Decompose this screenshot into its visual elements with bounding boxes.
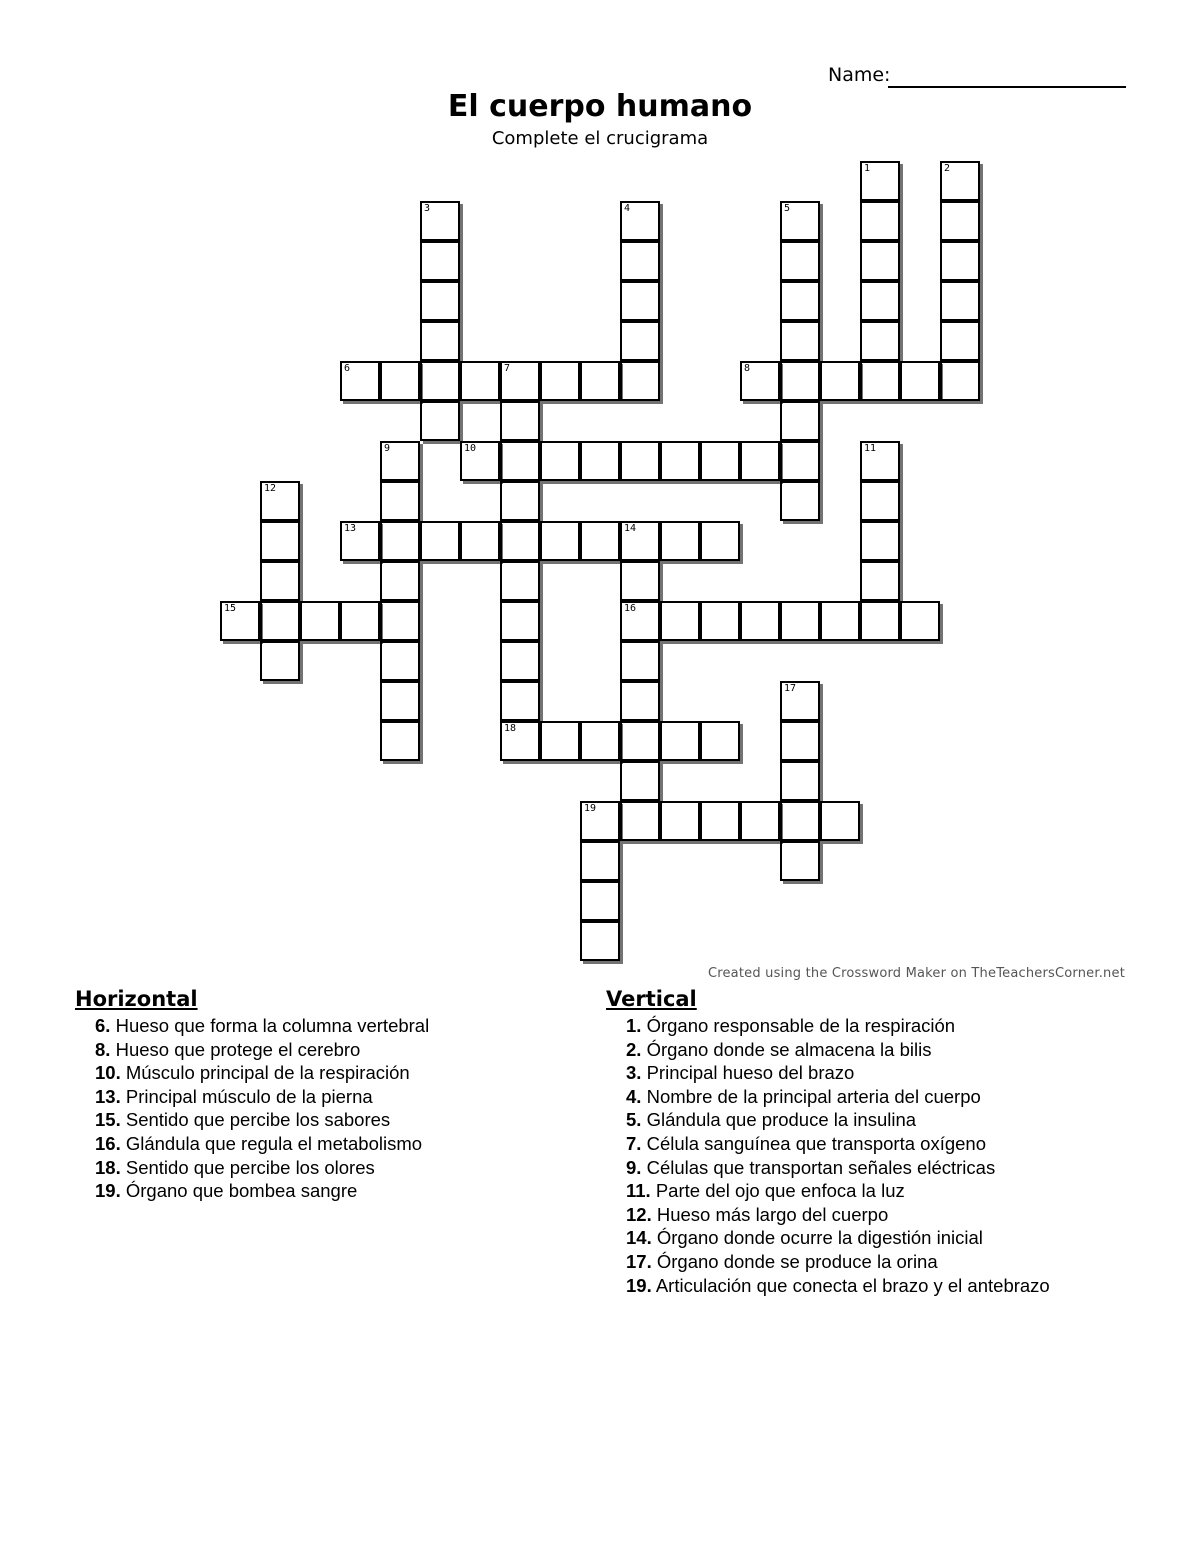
crossword-cell[interactable] <box>860 321 900 361</box>
crossword-cell[interactable] <box>660 601 700 641</box>
crossword-cell[interactable] <box>780 721 820 761</box>
crossword-cell[interactable] <box>700 521 740 561</box>
crossword-cell[interactable] <box>700 601 740 641</box>
clue-number: 4. <box>626 1085 642 1107</box>
vertical-clue <box>606 1179 1050 1203</box>
cell-number: 1 <box>864 163 871 174</box>
crossword-cell[interactable] <box>500 561 540 601</box>
crossword-cell[interactable] <box>620 641 660 681</box>
horizontal-clue <box>75 1132 429 1156</box>
crossword-cell[interactable] <box>620 441 660 481</box>
crossword-cell[interactable] <box>420 361 460 401</box>
crossword-cell[interactable] <box>860 201 900 241</box>
vertical-clue-list <box>606 1014 1050 1297</box>
clue-text: Articulación que conecta el brazo y el antebrazo <box>655 1274 1050 1296</box>
crossword-cell[interactable] <box>820 801 860 841</box>
crossword-cell[interactable] <box>860 561 900 601</box>
crossword-cell[interactable] <box>580 881 620 921</box>
crossword-cell[interactable] <box>900 361 940 401</box>
crossword-cell[interactable] <box>620 721 660 761</box>
cell-number: 13 <box>344 523 357 534</box>
clue-number: 19. <box>95 1180 121 1202</box>
crossword-cell[interactable] <box>860 481 900 521</box>
crossword-cell[interactable] <box>780 441 820 481</box>
crossword-cell[interactable] <box>260 601 300 641</box>
crossword-cell[interactable] <box>660 441 700 481</box>
cell-number: 10 <box>464 443 477 454</box>
crossword-cell[interactable] <box>820 601 860 641</box>
clue-text: Célula sanguínea que transporta oxígeno <box>646 1132 986 1154</box>
crossword-cell[interactable] <box>620 241 660 281</box>
crossword-cell[interactable] <box>540 361 580 401</box>
clue-number: 1. <box>626 1015 642 1036</box>
cell-number: 17 <box>784 683 797 694</box>
crossword-cell[interactable] <box>380 521 420 561</box>
horizontal-heading: Horizontal <box>75 987 198 1011</box>
cell-number: 15 <box>224 603 237 614</box>
clue-text: Parte del ojo que enfoca la luz <box>655 1180 905 1202</box>
crossword-cell[interactable] <box>500 401 540 441</box>
clue-text: Hueso que protege el cerebro <box>115 1038 361 1060</box>
crossword-cell[interactable] <box>340 601 380 641</box>
horizontal-clue <box>75 1179 429 1203</box>
crossword-cell[interactable] <box>500 641 540 681</box>
crossword-cell[interactable] <box>700 801 740 841</box>
crossword-cell[interactable] <box>580 361 620 401</box>
cell-number: 9 <box>384 443 391 454</box>
crossword-cell[interactable] <box>380 481 420 521</box>
crossword-cell[interactable] <box>780 601 820 641</box>
crossword-cell[interactable] <box>940 281 980 321</box>
horizontal-clues <box>75 986 429 1203</box>
crossword-cell[interactable] <box>620 761 660 801</box>
crossword-cell[interactable] <box>780 281 820 321</box>
crossword-cell[interactable] <box>500 441 540 481</box>
clue-text: Órgano donde ocurre la digestión inicial <box>656 1227 983 1249</box>
crossword-cell[interactable] <box>420 401 460 441</box>
horizontal-clue <box>75 1156 429 1180</box>
vertical-clue <box>606 1061 1050 1085</box>
clue-number: 7. <box>626 1132 642 1154</box>
crossword-cell[interactable] <box>780 361 820 401</box>
cell-number: 19 <box>584 803 597 814</box>
crossword-cell[interactable] <box>260 521 300 561</box>
crossword-cell[interactable] <box>780 761 820 801</box>
clue-number: 12. <box>626 1203 652 1225</box>
vertical-clue <box>606 1014 1050 1038</box>
crossword-cell[interactable] <box>660 801 700 841</box>
clue-number: 6. <box>95 1015 111 1036</box>
crossword-cell[interactable] <box>260 561 300 601</box>
credit-line: Created using the Crossword Maker on TheTeachersCorner.net <box>707 966 1125 981</box>
crossword-cell[interactable] <box>220 601 260 641</box>
crossword-cell[interactable] <box>620 801 660 841</box>
crossword-cell[interactable] <box>780 241 820 281</box>
crossword-cell[interactable] <box>580 921 620 961</box>
crossword-cell[interactable] <box>580 841 620 881</box>
crossword-cell[interactable] <box>380 561 420 601</box>
horizontal-clue-list <box>75 1014 429 1203</box>
horizontal-clue <box>75 1014 429 1038</box>
crossword-cell[interactable] <box>780 481 820 521</box>
clue-number: 15. <box>95 1109 121 1131</box>
crossword-cell[interactable] <box>940 161 980 201</box>
crossword-cell[interactable] <box>860 521 900 561</box>
crossword-cell[interactable] <box>420 241 460 281</box>
page-subtitle: Complete el crucigrama <box>491 128 709 149</box>
crossword-cell[interactable] <box>860 601 900 641</box>
cell-number: 4 <box>624 203 631 214</box>
vertical-clue <box>606 1250 1050 1274</box>
crossword-cell[interactable] <box>260 641 300 681</box>
crossword-cell[interactable] <box>620 561 660 601</box>
crossword-cell[interactable] <box>460 521 500 561</box>
crossword-cell[interactable] <box>500 721 540 761</box>
crossword-cell[interactable] <box>700 441 740 481</box>
crossword-cell[interactable] <box>540 721 580 761</box>
crossword-cell[interactable] <box>340 361 380 401</box>
clue-number: 17. <box>626 1250 652 1272</box>
crossword-cell[interactable] <box>300 601 340 641</box>
crossword-cell[interactable] <box>500 601 540 641</box>
clue-number: 9. <box>626 1156 642 1178</box>
crossword-cell[interactable] <box>380 681 420 721</box>
crossword-cell[interactable] <box>540 521 580 561</box>
clue-number: 16. <box>95 1132 121 1154</box>
crossword-cell[interactable] <box>940 201 980 241</box>
cell-number: 3 <box>424 203 431 214</box>
clue-number: 14. <box>626 1227 652 1249</box>
horizontal-clue <box>75 1085 429 1109</box>
crossword-cell[interactable] <box>580 521 620 561</box>
clue-text: Principal músculo de la pierna <box>125 1085 373 1107</box>
vertical-clue <box>606 1108 1050 1132</box>
vertical-heading: Vertical <box>606 987 697 1011</box>
crossword-cell[interactable] <box>380 721 420 761</box>
cell-number: 5 <box>784 203 791 214</box>
clue-text: Células que transportan señales eléctricas <box>646 1156 996 1178</box>
page-title: El cuerpo humano <box>447 89 753 124</box>
crossword-cell[interactable] <box>260 481 300 521</box>
clue-text: Hueso que forma la columna vertebral <box>115 1015 430 1036</box>
crossword-cell[interactable] <box>780 321 820 361</box>
crossword-cell[interactable] <box>780 801 820 841</box>
cell-number: 2 <box>944 163 951 174</box>
crossword-cell[interactable] <box>740 441 780 481</box>
crossword-cell[interactable] <box>500 521 540 561</box>
crossword-cell[interactable] <box>780 841 820 881</box>
crossword-cell[interactable] <box>740 801 780 841</box>
cell-number: 7 <box>504 363 511 374</box>
clue-text: Sentido que percibe los sabores <box>125 1109 391 1131</box>
crossword-cell[interactable] <box>580 801 620 841</box>
crossword-cell[interactable] <box>380 601 420 641</box>
crossword-cell[interactable] <box>700 721 740 761</box>
crossword-cell[interactable] <box>860 281 900 321</box>
vertical-clue <box>606 1085 1050 1109</box>
crossword-cell[interactable] <box>780 201 820 241</box>
crossword-cell[interactable] <box>620 321 660 361</box>
cell-number: 8 <box>744 363 751 374</box>
horizontal-clue <box>75 1108 429 1132</box>
clue-number: 11. <box>626 1180 651 1202</box>
clue-text: Glándula que produce la insulina <box>646 1109 917 1131</box>
clue-number: 5. <box>626 1109 642 1131</box>
vertical-clue <box>606 1156 1050 1180</box>
clue-number: 3. <box>626 1062 642 1084</box>
crossword-cell[interactable] <box>620 681 660 721</box>
crossword-cell[interactable] <box>340 521 380 561</box>
clue-number: 2. <box>626 1038 642 1060</box>
crossword-cell[interactable] <box>620 361 660 401</box>
clue-text: Músculo principal de la respiración <box>125 1062 410 1084</box>
clue-number: 19. <box>626 1274 652 1296</box>
clue-text: Principal hueso del brazo <box>646 1062 855 1084</box>
crossword-cell[interactable] <box>420 321 460 361</box>
crossword-cell[interactable] <box>780 681 820 721</box>
crossword-cell[interactable] <box>580 721 620 761</box>
cell-number: 14 <box>624 523 637 534</box>
crossword-cell[interactable] <box>940 241 980 281</box>
vertical-clue <box>606 1132 1050 1156</box>
horizontal-clue <box>75 1038 429 1062</box>
crossword-cell[interactable] <box>820 361 860 401</box>
crossword-cell[interactable] <box>940 321 980 361</box>
cell-number: 16 <box>624 603 637 614</box>
vertical-clue <box>606 1038 1050 1062</box>
crossword-cell[interactable] <box>860 361 900 401</box>
crossword-cell[interactable] <box>420 281 460 321</box>
clue-text: Órgano donde se produce la orina <box>656 1250 938 1272</box>
crossword-cell[interactable] <box>580 441 620 481</box>
clue-number: 10. <box>95 1062 121 1084</box>
crossword-cell[interactable] <box>740 361 780 401</box>
crossword-cell[interactable] <box>620 201 660 241</box>
clue-number: 18. <box>95 1156 121 1178</box>
crossword-cell[interactable] <box>500 681 540 721</box>
crossword-cell[interactable] <box>420 521 460 561</box>
crossword-cell[interactable] <box>660 721 700 761</box>
crossword-cell[interactable] <box>860 241 900 281</box>
vertical-clues <box>606 986 1050 1297</box>
crossword-cell[interactable] <box>460 441 500 481</box>
clue-text: Órgano responsable de la respiración <box>646 1015 956 1036</box>
horizontal-clue <box>75 1061 429 1085</box>
crossword-cell[interactable] <box>620 521 660 561</box>
crossword-cell[interactable] <box>380 441 420 481</box>
crossword-cell[interactable] <box>380 641 420 681</box>
crossword-cell[interactable] <box>460 361 500 401</box>
crossword-cell[interactable] <box>500 481 540 521</box>
crossword-cell[interactable] <box>620 601 660 641</box>
crossword-cell[interactable] <box>940 361 980 401</box>
clue-number: 13. <box>95 1085 121 1107</box>
vertical-clue <box>606 1203 1050 1227</box>
crossword-cell[interactable] <box>540 441 580 481</box>
clue-text: Órgano que bombea sangre <box>125 1180 358 1202</box>
crossword-cell[interactable] <box>420 201 460 241</box>
crossword-cell[interactable] <box>620 281 660 321</box>
clue-text: Órgano donde se almacena la bilis <box>646 1038 932 1060</box>
clue-text: Hueso más largo del cuerpo <box>656 1203 889 1225</box>
vertical-clue <box>606 1274 1050 1298</box>
crossword-cell[interactable] <box>860 161 900 201</box>
crossword-cell[interactable] <box>740 601 780 641</box>
cell-number: 6 <box>344 363 351 374</box>
clue-text: Sentido que percibe los olores <box>125 1156 375 1178</box>
crossword-cell[interactable] <box>900 601 940 641</box>
name-label: Name: <box>828 64 891 86</box>
crossword-cell[interactable] <box>380 361 420 401</box>
cell-number: 18 <box>504 723 517 734</box>
clue-text: Nombre de la principal arteria del cuerpo <box>646 1085 981 1107</box>
cell-number: 12 <box>264 483 277 494</box>
crossword-cell[interactable] <box>660 521 700 561</box>
clue-text: Glándula que regula el metabolismo <box>125 1132 423 1154</box>
crossword-cell[interactable] <box>780 401 820 441</box>
crossword-cell[interactable] <box>860 441 900 481</box>
cell-number: 11 <box>864 443 877 454</box>
clue-number: 8. <box>95 1038 111 1060</box>
vertical-clue <box>606 1226 1050 1250</box>
crossword-cell[interactable] <box>500 361 540 401</box>
